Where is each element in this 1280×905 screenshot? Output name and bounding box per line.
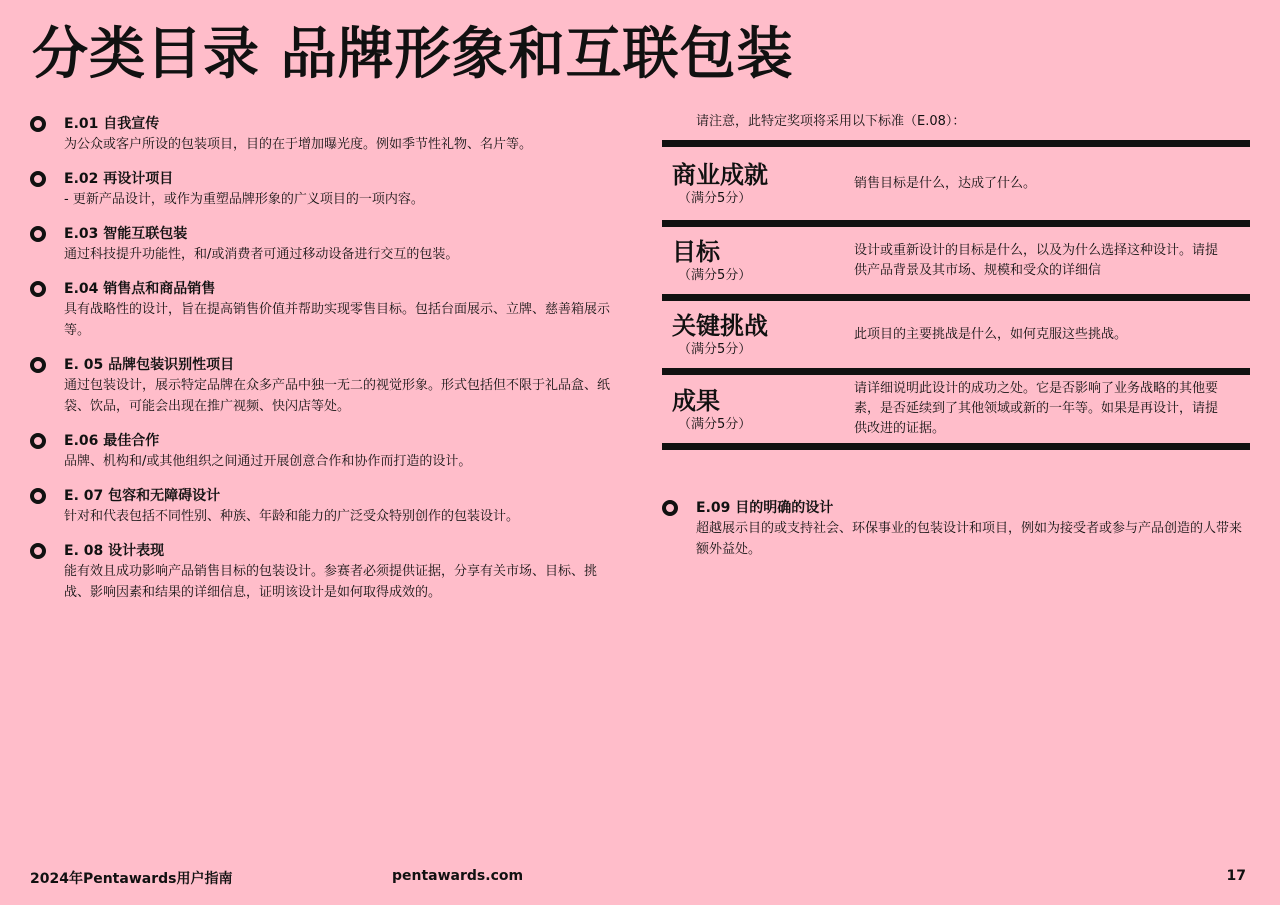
category-title: E.09 目的明确的设计 (696, 500, 834, 516)
criteria-name: 成果 (672, 386, 720, 415)
page-number: 17 (1226, 868, 1246, 884)
bullet-icon (30, 226, 46, 242)
category-item-e01 (30, 114, 620, 155)
category-list (30, 114, 620, 617)
criteria-score: （满分5分） (678, 268, 752, 283)
bullet-icon (30, 488, 46, 504)
bullet-icon (30, 357, 46, 373)
category-title: E.03 智能互联包装 (64, 226, 188, 242)
criteria-score: （满分5分） (678, 416, 752, 432)
bullet-icon (30, 433, 46, 449)
criteria-name-cell (662, 160, 854, 207)
bullet-icon (30, 281, 46, 297)
category-title: E.01 自我宣传 (64, 116, 160, 132)
footer-guide-title: 2024年Pentawards用户指南 (30, 871, 233, 887)
bullet-icon (30, 171, 46, 187)
category-desc: 能有效且成功影响产品销售目标的包装设计。参赛者必须提供证据，分享有关市场、目标、挑战、影响因素和结果的详细信息，证明该设计是如何取得成效的。 (64, 564, 598, 600)
category-item-e07 (30, 486, 620, 527)
category-title: E.06 最佳合作 (64, 433, 160, 449)
criteria-desc: 此项目的主要挑战是什么，如何克服这些挑战。 (854, 326, 1128, 342)
category-desc: 品牌、机构和/或其他组织之间通过开展创意合作和协作而打造的设计。 (64, 454, 472, 469)
category-item-e06 (30, 431, 620, 472)
category-title: E. 05 品牌包装识别性项目 (64, 357, 235, 373)
criteria-name: 商业成就 (672, 161, 768, 189)
criteria-score: （满分5分） (678, 191, 752, 206)
bullet-icon (30, 116, 46, 132)
category-title: E. 08 设计表现 (64, 543, 165, 559)
category-desc: 通过包装设计，展示特定品牌在众多产品中独一无二的视觉形象。形式包括但不限于礼品盒、纸袋、饮品，可能会出现在推广视频、快闪店等处。 (64, 378, 611, 414)
criteria-row (662, 294, 1250, 368)
category-item-e04 (30, 279, 620, 341)
criteria-table (662, 140, 1250, 450)
category-desc: 针对和代表包括不同性别、种族、年龄和能力的广泛受众特别创作的包装设计。 (64, 509, 520, 524)
category-item-e08 (30, 541, 620, 603)
page-title: 分类目录 品牌形象和互联包装 (32, 22, 794, 87)
category-desc: 为公众或客户所设的包装项目，目的在于增加曝光度。例如季节性礼物、名片等。 (64, 137, 533, 152)
criteria-note: 请注意，此特定奖项将采用以下标准（E.08）： (696, 114, 966, 129)
criteria-row (662, 140, 1250, 220)
category-desc: 超越展示目的或支持社会、环保事业的包装设计和项目，例如为接受者或参与产品创造的人带来额外益处。 (696, 521, 1243, 557)
category-desc: - 更新产品设计，或作为重塑品牌形象的广义项目的一项内容。 (64, 192, 424, 207)
criteria-name: 目标 (672, 238, 720, 266)
criteria-row (662, 368, 1250, 443)
category-item-e02 (30, 169, 620, 210)
footer-website: pentawards.com (392, 868, 524, 884)
criteria-name: 关键挑战 (672, 312, 768, 340)
category-title: E.04 销售点和商品销售 (64, 281, 216, 297)
criteria-row (662, 220, 1250, 294)
criteria-desc: 设计或重新设计的目标是什么，以及为什么选择这种设计。请提供产品背景及其市场、规模和受众的详细信 (854, 242, 1219, 278)
category-desc: 通过科技提升功能性，和/或消费者可通过移动设备进行交互的包装。 (64, 247, 459, 262)
criteria-name-cell (662, 386, 854, 433)
criteria-name-cell (662, 311, 854, 358)
category-title: E. 07 包容和无障碍设计 (64, 488, 221, 504)
bullet-icon (30, 543, 46, 559)
bullet-icon (662, 500, 678, 516)
criteria-section (662, 112, 1250, 560)
category-item-e09 (662, 498, 1250, 560)
category-item-e05 (30, 355, 620, 417)
category-item-e03 (30, 224, 620, 265)
category-title: E.02 再设计项目 (64, 171, 174, 187)
criteria-desc: 销售目标是什么，达成了什么。 (854, 175, 1037, 191)
criteria-name-cell (662, 237, 854, 284)
criteria-score: （满分5分） (678, 342, 752, 357)
category-desc: 具有战略性的设计，旨在提高销售价值并帮助实现零售目标。包括台面展示、立牌、慈善箱展示等。 (64, 302, 611, 338)
criteria-desc: 请详细说明此设计的成功之处。它是否影响了业务战略的其他要素，是否延续到了其他领域或新的一年等。如果是再设计，请提供改进的证据。 (854, 381, 1219, 436)
